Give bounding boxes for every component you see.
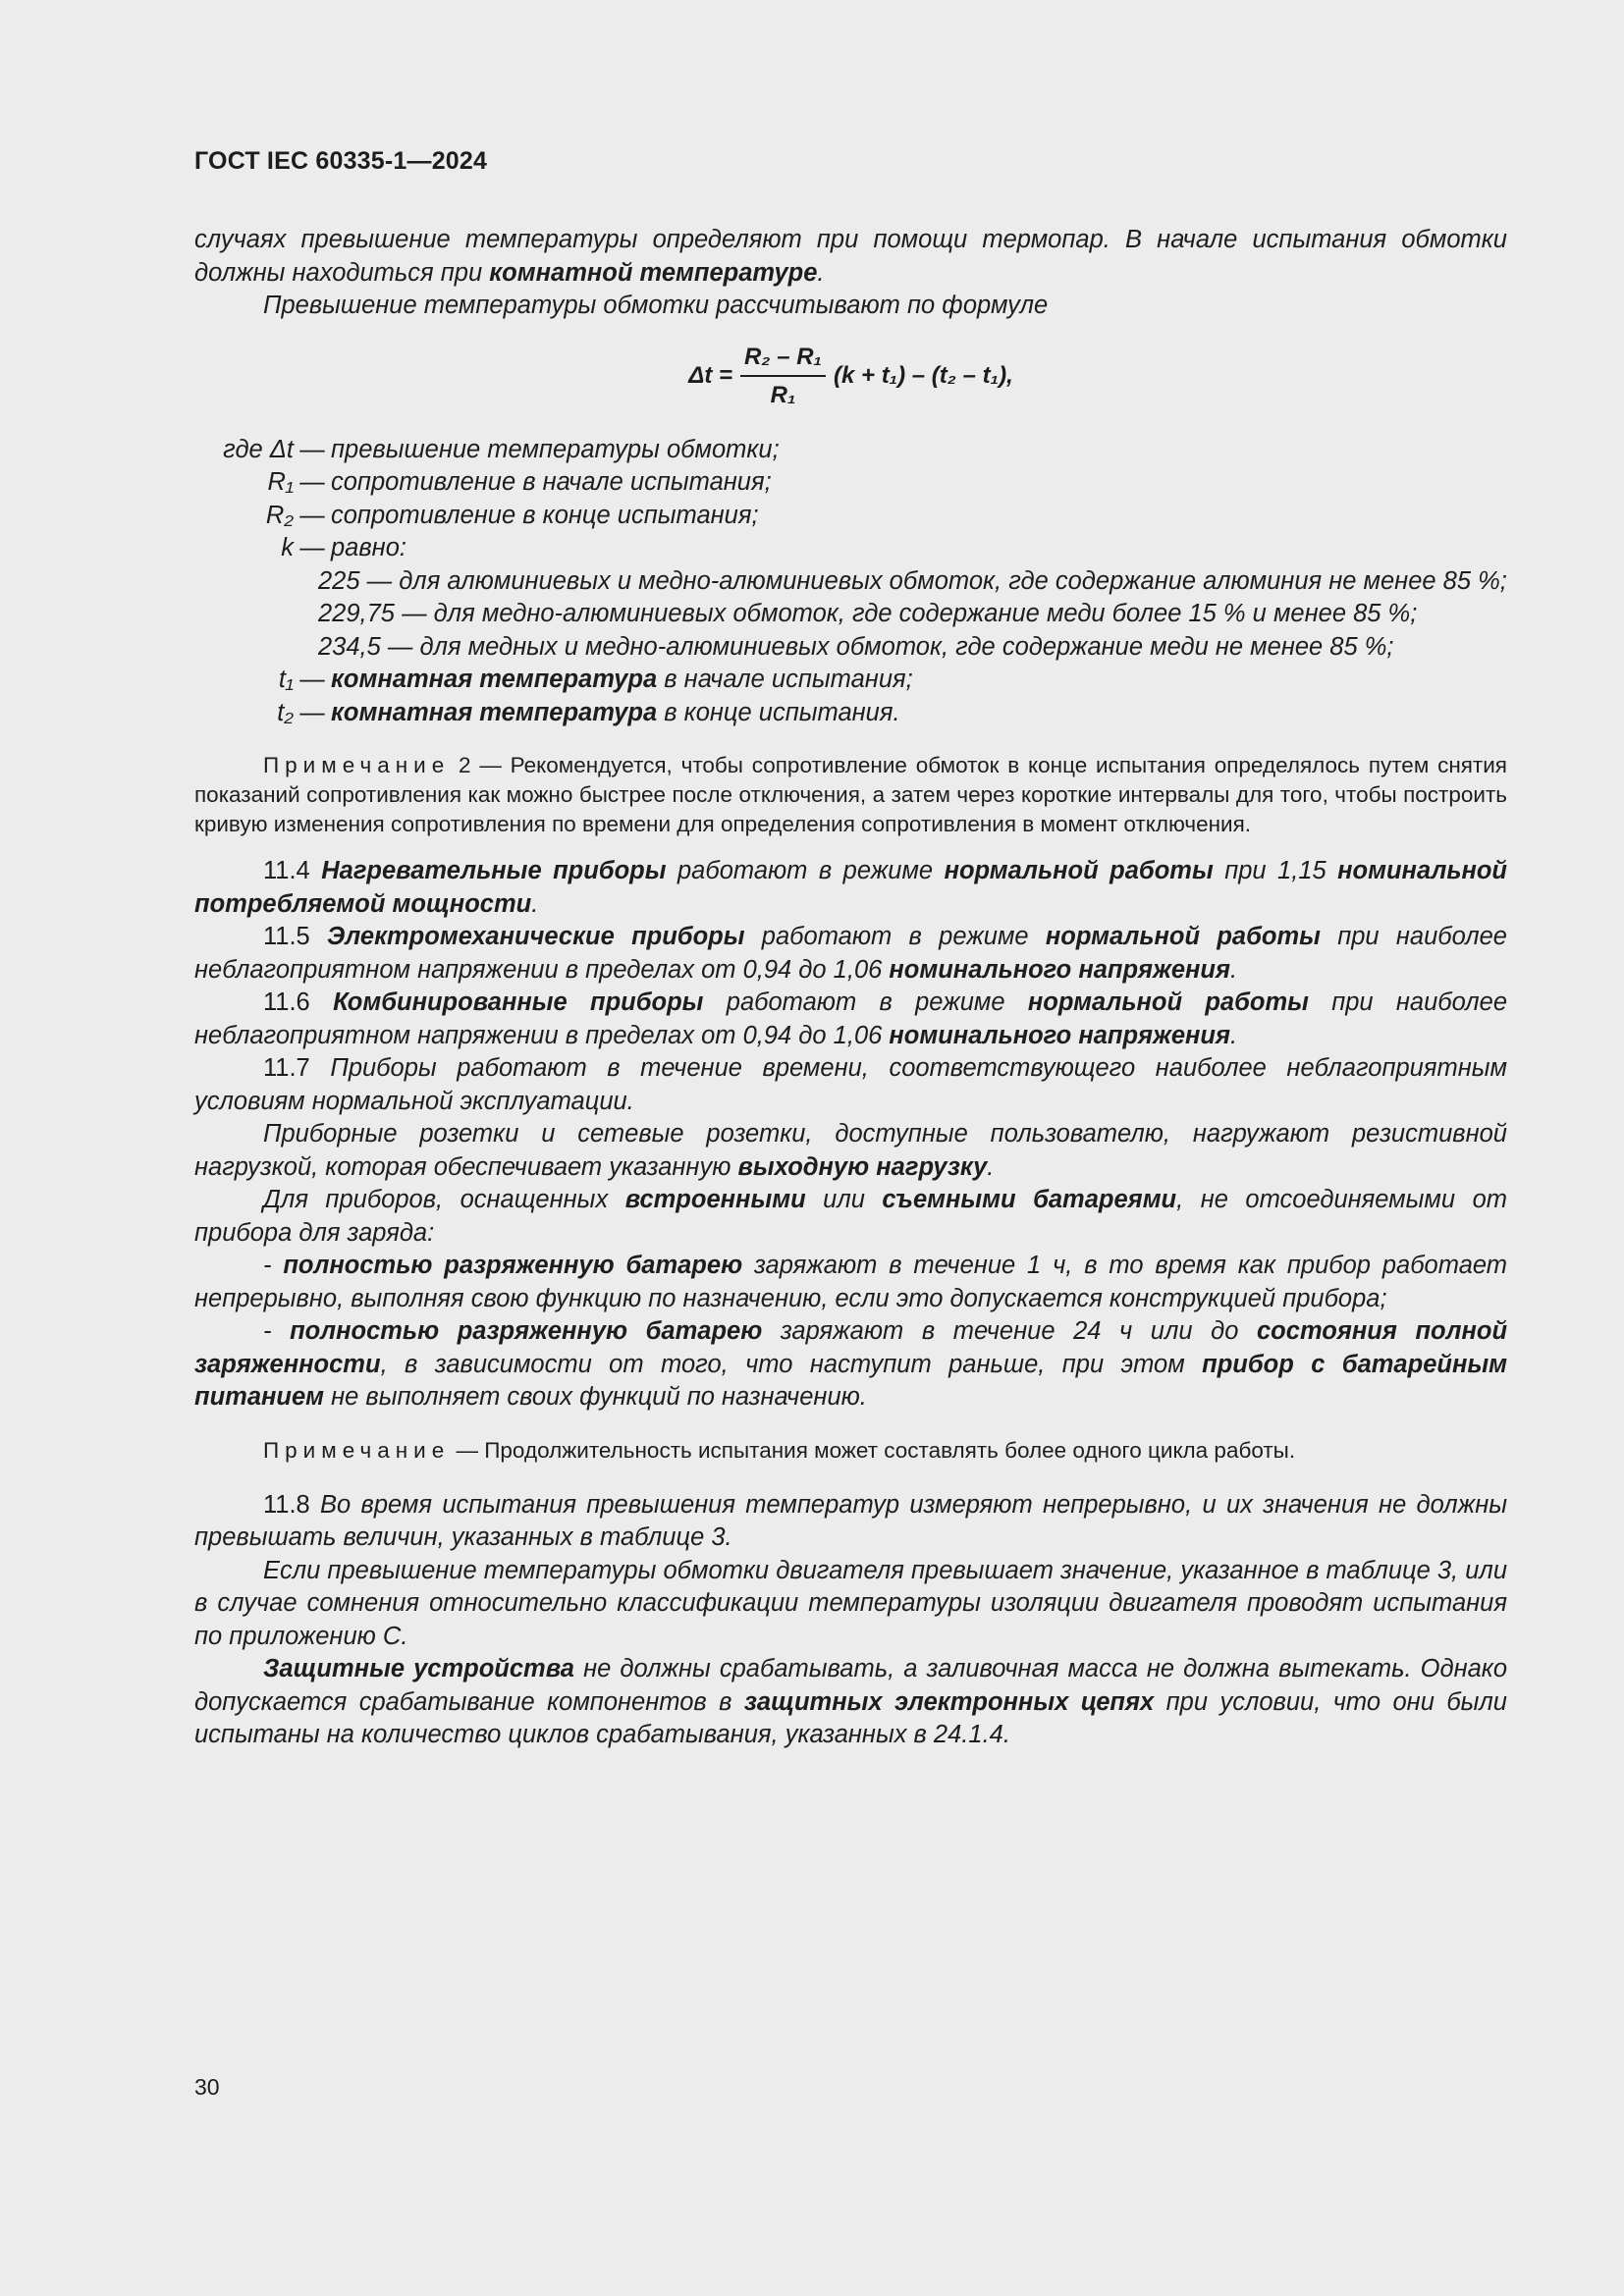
definition-row: R₁ — сопротивление в начале испытания;: [194, 466, 1507, 500]
definition-symbol: R₂: [265, 501, 294, 529]
definition-row: t₁ — комнатная температура в начале испытания;: [194, 664, 1507, 697]
paragraph-batteries: Для приборов, оснащенных встроенными или съемными батареями, не отсоединяемыми от прибора для заряда:: [194, 1186, 1507, 1247]
definitions-list: [194, 434, 1507, 730]
paragraph-intro: случаях превышение температуры определяют при помощи термопар. В начале испытания обмотки должны находиться при комнатной температуре.: [194, 226, 1507, 287]
section-11-4: 11.4 Нагревательные приборы работают в режиме нормальной работы при 1,15 номинальной потребляемой мощности.: [194, 857, 1508, 918]
note-label: Примечание: [263, 1437, 451, 1463]
list-item-battery-1h: - полностью разряженную батарею заряжают в течение 1 ч, в то время как прибор работает непрерывно, выполняя свою функцию по назначению, если это допускается конструкцией прибора;: [194, 1252, 1508, 1312]
k-value-item: 225 — для алюминиевых и медно-алюминиевых обмоток, где содержание алюминия не менее 85 %;: [318, 566, 1507, 595]
definition-text: сопротивление в конце испытания;: [331, 501, 759, 529]
definition-row: R₂ — сопротивление в конце испытания;: [194, 500, 1507, 533]
list-item-battery-24h: - полностью разряженную батарею заряжают в течение 24 ч или до состояния полной заряженности, в зависимости от того, что наступит раньше, при этом прибор с батарейным питанием не выполняет своих функций по назначению.: [194, 1317, 1508, 1411]
definition-text: комнатная температура в начале испытания;: [331, 666, 913, 693]
formula: [194, 341, 1507, 412]
definition-symbol: R₁: [267, 468, 294, 496]
note-text: — Продолжительность испытания может составлять более одного цикла работы.: [450, 1437, 1296, 1463]
definition-text: комнатная температура в конце испытания.: [331, 698, 900, 726]
k-value-item: 229,75 — для медно-алюминиевых обмоток, где содержание меди более 15 % и менее 85 %;: [318, 600, 1418, 627]
document-body: [194, 224, 1507, 1752]
formula-numerator: R₂ – R₁: [740, 341, 826, 378]
section-11-8: 11.8 Во время испытания превышения температур измеряют непрерывно, и их значения не должны превышать величин, указанных в таблице 3.: [194, 1490, 1507, 1551]
section-11-6: 11.6 Комбинированные приборы работают в режиме нормальной работы при наиболее неблагоприятном напряжении в пределах от 0,94 до 1,06 номинального напряжения.: [194, 988, 1508, 1049]
definition-text: сопротивление в начале испытания;: [331, 468, 772, 496]
definition-row: t₂ — комнатная температура в конце испытания.: [194, 697, 1507, 730]
definition-row: где Δt — превышение температуры обмотки;: [194, 434, 1507, 467]
formula-fraction: [740, 341, 826, 412]
definition-row: k — равно:: [194, 532, 1507, 565]
definition-text: равно:: [331, 534, 406, 561]
formula-rhs: (k + t₁) – (t₂ – t₁),: [834, 362, 1013, 390]
paragraph-protective-devices: Защитные устройства не должны срабатывать, а заливочная масса не должна вытекать. Однако допускается срабатывание компонентов в защитных электронных цепях при условии, что они были испытаны на количество циклов срабатывания, указанных в 24.1.4.: [194, 1655, 1508, 1748]
note-text: 2 — Рекомендуется, чтобы сопротивление обмоток в конце испытания определялось путем снятия показаний сопротивления как можно быстрее после отключения, а затем через короткие интервалы для того, чтобы построить кривую изменения сопротивления по времени для определения сопротивления в момент отключения.: [194, 753, 1507, 836]
note-1: [194, 751, 1507, 839]
term-room-temperature: комнатной температуре: [489, 258, 818, 287]
section-11-7: 11.7 Приборы работают в течение времени, соответствующего наиболее неблагоприятным условиям нормальной эксплуатации.: [194, 1054, 1507, 1115]
paragraph-formula-intro: Превышение температуры обмотки рассчитывают по формуле: [263, 292, 1049, 319]
formula-lhs: Δt =: [688, 362, 733, 390]
section-11-5: 11.5 Электромеханические приборы работают в режиме нормальной работы при наиболее неблагоприятном напряжении в пределах от 0,94 до 1,06 номинального напряжения.: [194, 923, 1507, 984]
document-header: ГОСТ IEC 60335-1—2024: [194, 147, 488, 175]
note-2: [263, 1436, 1507, 1466]
paragraph-sockets: Приборные розетки и сетевые розетки, доступные пользователю, нагружают резистивной нагрузкой, которая обеспечивает указанную выходную нагрузку.: [194, 1120, 1507, 1181]
definition-symbol: k: [281, 534, 294, 561]
definition-symbol: t₂: [277, 698, 294, 726]
page-number: 30: [194, 2074, 220, 2100]
paragraph-motor: Если превышение температуры обмотки двигателя превышает значение, указанное в таблице 3, или в случае сомнения относительно классификации температуры изоляции двигателя проводят испытания по приложению С.: [194, 1556, 1507, 1650]
definition-symbol: t₁: [278, 666, 294, 693]
k-value-item: 234,5 — для медных и медно-алюминиевых обмоток, где содержание меди не менее 85 %;: [318, 632, 1394, 661]
formula-denominator: R₁: [770, 382, 796, 408]
note-label: Примечание: [263, 753, 451, 777]
definition-text: превышение температуры обмотки;: [331, 435, 780, 463]
definition-symbol: где Δt: [223, 435, 294, 463]
